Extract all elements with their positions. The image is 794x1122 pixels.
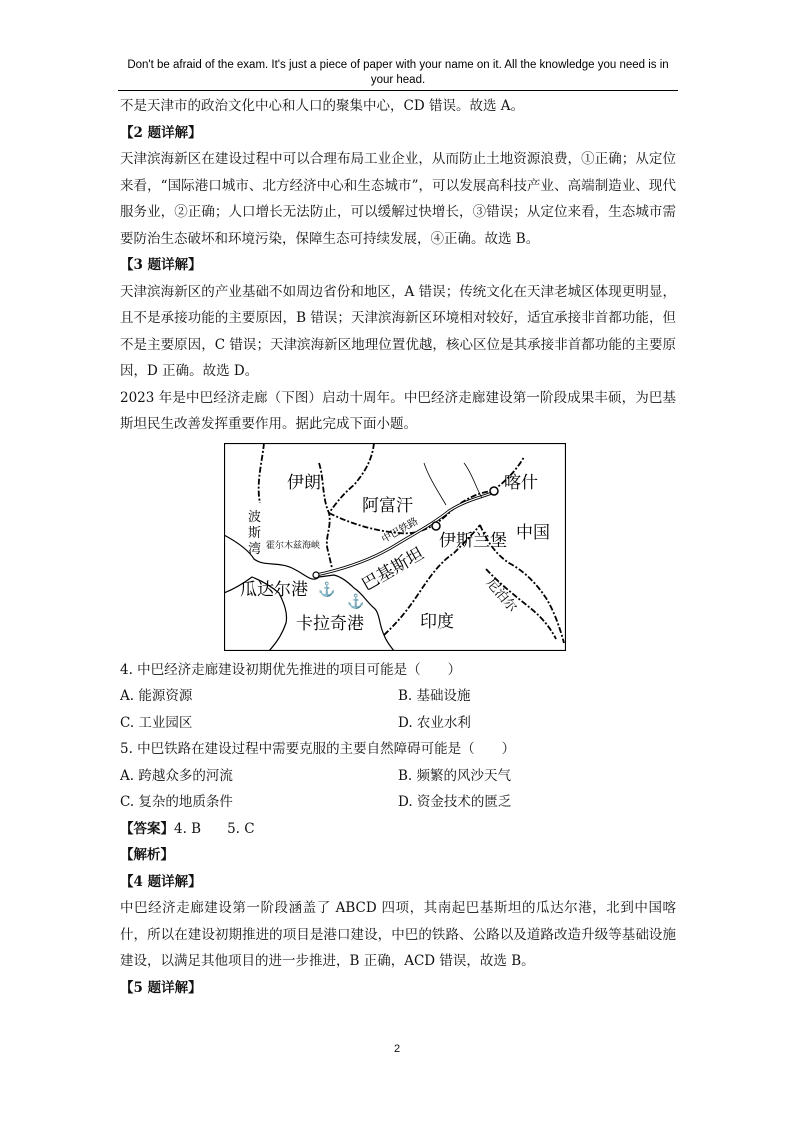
paragraph-intro: 2023 年是中巴经济走廊（下图）启动十周年。中巴经济走廊建设第一阶段成果丰硕，为巴基斯坦民生改善发挥重要作用。据此完成下面小题。 — [120, 389, 676, 432]
label-nepal: 尼泊尔 — [482, 575, 520, 615]
label-hormuz: 霍尔木兹海峡 — [266, 540, 321, 551]
q5-option-b: B. 频繁的风沙天气 — [398, 767, 512, 784]
answer-line — [120, 816, 676, 843]
paragraph-q1-end: 不是天津市的政治文化中心和人口的聚集中心，CD 错误。故选 A。 — [120, 98, 524, 114]
label-persian-gulf-2: 斯 — [248, 525, 262, 541]
answer-5: 5. C — [227, 820, 255, 837]
page-header: Don't be afraid of the exam. It's just a piece of paper with your name on it. All the knowledge you need is in your head. — [127, 59, 669, 86]
paragraph-q4-detail: 中巴经济走廊建设第一阶段涵盖了 ABCD 四项，其南起巴基斯坦的瓜达尔港，北到中国喀什，所以在建设初期推进的项目是港口建设，中巴的铁路、公路以及道路改造升级等基础设施建设，以满足其他项目的进一步推进，B 正确，ACD 错误，故选 B。 — [120, 900, 676, 969]
q5-option-a: A. 跨越众多的河流 — [120, 767, 233, 784]
q4-option-b: B. 基础设施 — [398, 688, 471, 704]
karachi-anchor-icon: ⚓ — [347, 593, 365, 610]
label-iran: 伊朗 — [287, 472, 321, 493]
q5-option-d: D. 资金技术的匮乏 — [398, 794, 512, 810]
label-afghanistan: 阿富汗 — [362, 495, 413, 516]
label-china: 中国 — [516, 522, 550, 543]
paragraph-q3-detail: 天津滨海新区的产业基础不如周边省份和地区，A 错误；传统文化在天津老城区体现更明显，且不是承接功能的主要原因，B 错误；天津滨海新区环境相对较好，适宜承接非首都功能，但不是主要原因，C 错误；天津滨海新区地理位置优越，核心区位是其承接非首都功能的主要原因，D 正确。故选 D。 — [120, 283, 676, 379]
label-railway: 中巴铁路 — [380, 515, 421, 546]
label-pakistan: 巴基斯坦 — [358, 543, 428, 595]
kashgar-dot — [490, 487, 498, 495]
gwadar-anchor-icon: ⚓ — [318, 581, 336, 598]
q4-option-d: D. 农业水利 — [398, 714, 471, 731]
q4-option-a: A. 能源资源 — [120, 688, 193, 704]
header-divider — [118, 90, 678, 91]
answer-label: 【答案】 — [120, 820, 174, 837]
analysis-label: 【解析】 — [120, 847, 174, 863]
question-5-stem: 5. 中巴铁路在建设过程中需要克服的主要自然障碍可能是（ ） — [120, 741, 516, 757]
q4-option-c: C. 工业园区 — [120, 714, 193, 731]
question-4-stem: 4. 中巴经济走廊建设初期优先推进的项目可能是（ ） — [120, 661, 462, 678]
heading-q5-detail: 【5 题详解】 — [120, 979, 202, 996]
page-number: 2 — [393, 1043, 401, 1055]
heading-q2-detail: 【2 题详解】 — [120, 124, 202, 141]
heading-q3-detail: 【3 题详解】 — [120, 257, 202, 273]
question-5-options-row-2 — [120, 789, 676, 816]
label-kashgar: 喀什 — [504, 472, 538, 493]
islamabad-dot — [432, 522, 440, 530]
label-gwadar: 瓜达尔港 — [240, 579, 308, 600]
answer-4: 4. B — [174, 820, 202, 837]
question-4-options-row-2 — [120, 710, 676, 737]
label-karachi: 卡拉奇港 — [296, 613, 364, 634]
label-persian-gulf-3: 湾 — [248, 541, 262, 557]
page-content — [120, 93, 676, 1001]
label-persian-gulf-1: 波 — [248, 509, 262, 525]
gwadar-dot — [313, 572, 319, 578]
paragraph-q2-detail: 天津滨海新区在建设过程中可以合理布局工业企业，从而防止土地资源浪费，①正确；从定位来看，“国际港口城市、北方经济中心和生态城市”，可以发展高科技产业、高端制造业、现代服务业，②正确；人口增长无法防止，可以缓解过快增长，③错误；从定位来看，生态城市需要防治生态破坏和环境污染，保障生态可持续发展，④正确。故选 B。 — [120, 151, 676, 247]
q5-option-c: C. 复杂的地质条件 — [120, 794, 233, 810]
label-islamabad: 伊斯兰堡 — [439, 530, 507, 551]
heading-q4-detail: 【4 题详解】 — [120, 873, 202, 890]
cpec-map — [224, 443, 566, 651]
question-5-options-row-1 — [120, 763, 676, 790]
question-4-options-row-1 — [120, 683, 676, 710]
label-india: 印度 — [420, 611, 454, 632]
